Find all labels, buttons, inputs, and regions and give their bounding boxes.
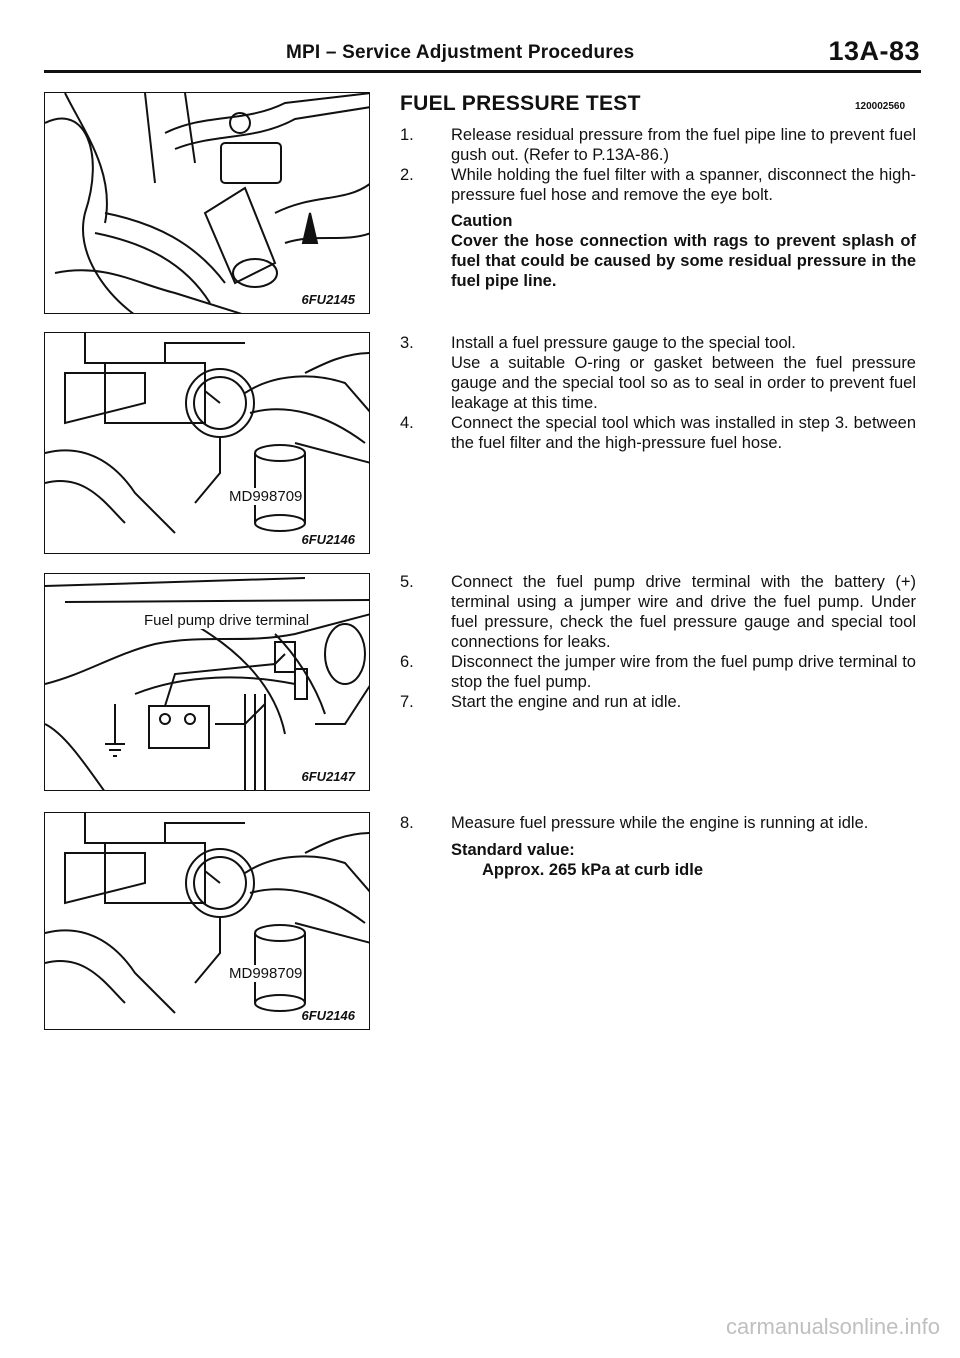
step-item	[400, 413, 916, 453]
step-text: Disconnect the jumper wire from the fuel pump drive terminal to stop the fuel pump.	[451, 653, 916, 691]
standard-value: Approx. 265 kPa at curb idle	[482, 861, 703, 879]
step-number: 5.	[400, 573, 414, 591]
section-title: FUEL PRESSURE TEST	[400, 92, 641, 115]
step-item	[400, 652, 916, 692]
page-number: 13A-83	[828, 36, 920, 66]
figure-code: 6FU2146	[301, 532, 355, 547]
step-subtext: Use a suitable O-ring or gasket between the fuel pressure gauge and the special tool so as to seal in order to prevent fuel leakage at this time.	[451, 354, 916, 412]
step-number: 6.	[400, 653, 414, 671]
step-item	[400, 165, 916, 205]
steps-group-3	[400, 572, 916, 712]
section-code: 120002560	[855, 101, 906, 112]
caution-text: Cover the hose connection with rags to prevent splash of fuel that could be caused by some residual pressure in the fuel pipe line.	[451, 232, 916, 290]
figure-code: 6FU2147	[301, 769, 355, 784]
special-tool-label: MD998709	[229, 488, 303, 505]
steps-group-4	[400, 813, 916, 880]
step-text: Install a fuel pressure gauge to the special tool.	[451, 334, 796, 352]
step-text: Connect the fuel pump drive terminal with the battery (+) terminal using a jumper wire and drive the fuel pump. Under fuel pressure, check the fuel pressure gauge and special tool connections for leaks.	[451, 573, 916, 651]
pressure-gauge-illustration	[45, 813, 370, 1030]
step-item	[400, 572, 916, 652]
step-item	[400, 333, 916, 353]
caution-label: Caution	[451, 212, 513, 230]
step-item	[400, 813, 916, 833]
site-watermark: carmanualsonline.info	[725, 1314, 940, 1339]
figure-gauge-install	[44, 332, 370, 554]
step-number: 8.	[400, 814, 414, 832]
steps-group-1	[400, 125, 916, 291]
jumper-wire-illustration	[45, 574, 370, 791]
step-text: Release residual pressure from the fuel pipe line to prevent fuel gush out. (Refer to P.13A-86.)	[451, 126, 916, 164]
step-text: Measure fuel pressure while the engine is running at idle.	[451, 814, 869, 832]
step-item	[400, 692, 916, 712]
pump-terminal-label: Fuel pump drive terminal	[144, 612, 310, 629]
header-divider	[44, 70, 921, 73]
figure-pump-terminal	[44, 573, 370, 791]
step-text: Start the engine and run at idle.	[451, 693, 682, 711]
figure-code: 6FU2146	[301, 1008, 355, 1023]
special-tool-label: MD998709	[229, 965, 303, 982]
step-number: 4.	[400, 414, 414, 432]
figure-fuel-filter-hose	[44, 92, 370, 314]
step-number: 7.	[400, 693, 414, 711]
fuel-filter-illustration	[45, 93, 370, 314]
step-text: Connect the special tool which was installed in step 3. between the fuel filter and the high-pressure fuel hose.	[451, 414, 916, 452]
figure-code: 6FU2145	[301, 292, 355, 307]
step-number: 1.	[400, 126, 414, 144]
header-title: MPI – Service Adjustment Procedures	[286, 42, 635, 63]
steps-group-2	[400, 333, 916, 453]
standard-value-label: Standard value:	[451, 841, 575, 859]
step-text: While holding the fuel filter with a spanner, disconnect the high-pressure fuel hose and remove the eye bolt.	[451, 166, 916, 204]
pressure-gauge-illustration	[45, 333, 370, 554]
step-number: 2.	[400, 166, 414, 184]
step-item	[400, 125, 916, 165]
step-number: 3.	[400, 334, 414, 352]
figure-gauge-measure	[44, 812, 370, 1030]
